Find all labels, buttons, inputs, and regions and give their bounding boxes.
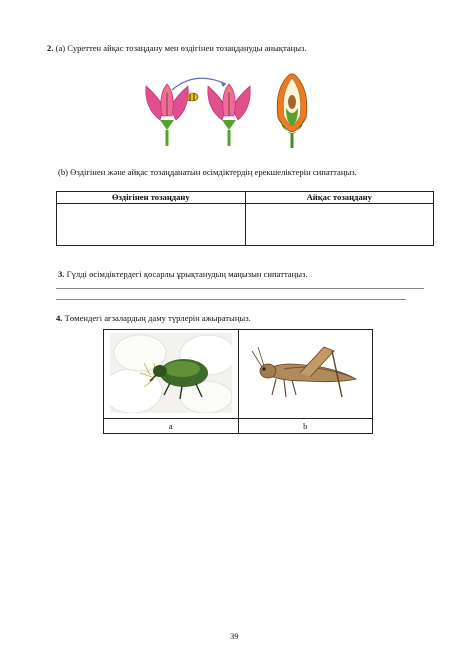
header-cross-pollination: Айқас тозаңдану [245,192,434,204]
question-2b [58,167,357,178]
question-3 [58,269,308,280]
page-number: 39 [230,631,239,641]
cross-pollination-arrow [172,78,226,90]
question-3-number: 3. [58,269,65,279]
flower-2 [208,84,250,146]
beetle-on-flower-image [110,333,232,413]
question-4 [56,313,251,324]
label-a: a [104,419,239,434]
beetle-image-cell [104,330,239,419]
pollination-illustration [140,68,335,150]
question-2a [47,43,307,54]
answer-line-2[interactable] [56,299,406,300]
organisms-table [103,329,373,434]
answer-line-1[interactable] [56,288,424,289]
question-3-text: Гүлді өсімдіктердегі қосарлы ұрықтанудың маңызын сипаттаңыз. [64,269,308,279]
answer-cell-cross[interactable] [245,204,434,246]
question-2-number: 2. [47,43,54,53]
organisms-label-row [104,419,373,434]
grasshopper-image [244,333,366,413]
question-2a-text: (a) Суреттен айқас тозаңдану мен өздігінен тозаңдануды анықтаңыз. [55,43,307,53]
pollination-table [56,191,434,246]
question-4-text: Төмендегі ағзалардың даму түрлерін ажыратыңыз. [62,313,251,323]
answer-cell-self[interactable] [57,204,246,246]
flower-1 [146,84,188,146]
table-answer-row [57,204,434,246]
question-2b-text: (b) Өздігінен және айқас тозаңданатын өсімдіктердің ерекшеліктерін сипаттаңыз. [58,167,357,177]
flower-3 [277,74,307,148]
grasshopper-image-cell [238,330,373,419]
header-self-pollination: Өздігінен тозаңдану [57,192,246,204]
table-header-row [57,192,434,204]
question-4-number: 4. [56,313,63,323]
organisms-image-row [104,330,373,419]
label-b: b [238,419,373,434]
